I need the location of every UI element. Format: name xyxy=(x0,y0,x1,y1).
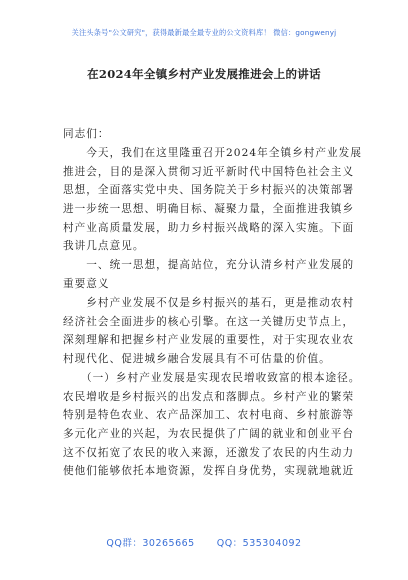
text-line: 推进会，目的是深入贯彻习近平新时代中国特色社会主义 xyxy=(63,165,355,178)
text-line: 农民增收是乡村振兴的出发点和落脚点。乡村产业的繁荣 xyxy=(63,390,355,403)
text-line: 这不仅拓宽了农民的收入来源，还激发了农民的内生动力 xyxy=(63,446,355,459)
text-line: 深刻理解和把握乡村产业发展的重要性，对于实现农业农 xyxy=(63,334,355,347)
paragraph-significance xyxy=(63,294,363,369)
footer-contact-note xyxy=(0,535,408,549)
text-line: 多元化产业的兴起，为农民提供了广阔的就业和创业平台 xyxy=(63,428,355,441)
text-line: 重要意义 xyxy=(63,277,110,290)
text-line: 思想，全面落实党中央、国务院关于乡村振兴的决策部署 xyxy=(63,184,355,197)
text-line: 乡村产业发展不仅是乡村振兴的基石，更是推动农村 xyxy=(63,297,355,309)
text-line: 进一步统一思想、明确目标、凝聚力量，全面推进我镇乡 xyxy=(63,203,355,216)
footer-qq-group: QQ群：30265665 xyxy=(106,538,195,549)
header-promo-note xyxy=(0,28,408,38)
header-promo-text: 关注头条号"公文研究"，获得最新最全最专业的公文资料库！ 微信：gongwenyj xyxy=(71,28,337,37)
paragraph-opening xyxy=(63,144,363,256)
text-line: 村产业高质量发展，助力乡村振兴战略的深入实施。下面 xyxy=(63,221,355,234)
text-line: 一、统一思想，提高站位，充分认清乡村产业发展的 xyxy=(63,259,355,271)
text-line: 今天，我们在这里隆重召开2024年全镇乡村产业发展 xyxy=(63,147,362,159)
paragraph-income xyxy=(63,369,363,481)
text-line: 经济社会全面进步的核心引擎。在这一关键历史节点上， xyxy=(63,315,355,328)
text-line: （一）乡村产业发展是实现农民增收致富的根本途径。 xyxy=(63,372,361,384)
text-line: 使他们能够依托本地资源，发挥自身优势，实现就地就近 xyxy=(63,465,355,478)
section-heading-1 xyxy=(63,256,363,293)
text-line: 特别是特色农业、农产品深加工、农村电商、乡村旅游等 xyxy=(63,409,355,422)
text-line: 我讲几点意见。 xyxy=(63,240,145,253)
salutation: 同志们： xyxy=(63,128,110,140)
document-title: 在2024年全镇乡村产业发展推进会上的讲话 xyxy=(87,67,321,81)
text-line: 村现代化、促进城乡融合发展具有不可估量的价值。 xyxy=(63,353,331,366)
footer-qq-contact: QQ：535304092 xyxy=(216,538,302,549)
